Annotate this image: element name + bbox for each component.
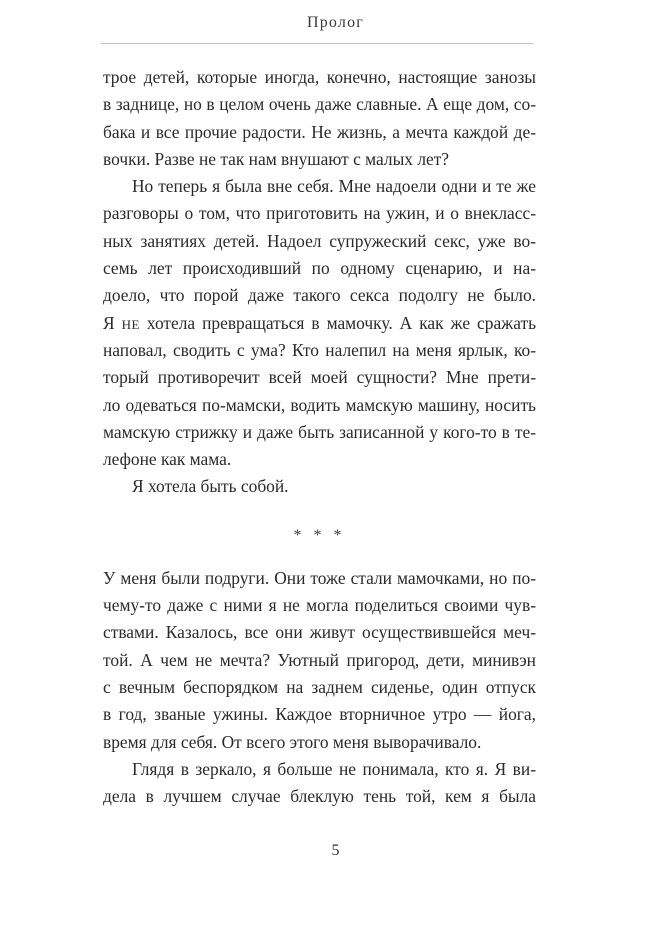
text-line: У меня были подруги. Они тоже стали мамочками, но по-	[103, 567, 536, 588]
text-line: вочки. Разве не так нам внушают с малых лет?	[103, 148, 450, 169]
text-line: разговоры о том, что приготовить на ужин, и о внекласс-	[103, 203, 536, 224]
text-line: Я хотела быть собой.	[132, 476, 289, 497]
text-line: с вечным беспорядком на заднем сиденье, один отпуск	[103, 676, 536, 697]
text-line: бака и все прочие радости. Не жизнь, а мечта каждой де-	[103, 121, 536, 142]
small-caps-emphasis: НЕ	[121, 316, 140, 332]
text-line: время для себя. От всего этого меня выворачивало.	[103, 731, 482, 752]
paragraph-3	[103, 473, 536, 500]
text-line: торый противоречит всей моей сущности? Мне прети-	[103, 367, 536, 388]
text-line: в год, званые ужины. Каждое вторничное утро — йога,	[103, 704, 536, 725]
text-line: трое детей, которые иногда, конечно, настоящие занозы	[103, 67, 536, 87]
text-line: той. А чем не мечта? Уютный пригород, дети, минивэн	[103, 649, 536, 670]
text-line: Но теперь я была вне себя. Мне надоели одни и те же	[132, 176, 536, 197]
text-line: ных занятиях детей. Надоел супружеский секс, уже во-	[103, 230, 536, 251]
text-line: мамскую стрижку и даже быть записанной у кого-то в те-	[103, 421, 536, 442]
text-line: в заднице, но в целом очень даже славные. А еще дом, со-	[103, 94, 536, 115]
text-line: чему-то даже с ними я не могла поделиться своими чув-	[103, 595, 536, 616]
page-number: 5	[331, 842, 340, 859]
text-run: Я	[103, 312, 122, 333]
text-line: ло одеваться по-мамски, водить мамскую машину, носить	[103, 394, 536, 415]
text-line: наповал, сводить с ума? Кто налепил на меня ярлык, ко-	[103, 339, 536, 360]
text-line: доело, что порой даже такого секса подолгу не было.	[103, 285, 536, 306]
paragraph-1	[103, 64, 536, 173]
text-line: Глядя в зеркало, я больше не понимала, кто я. Я ви-	[132, 758, 536, 779]
text-line: семь лет происходивший по одному сценарию, и на-	[103, 258, 536, 279]
running-head-title: Пролог	[306, 14, 365, 31]
text-line: лефоне как мама.	[103, 449, 232, 470]
page-body	[103, 64, 536, 810]
text-line: дела в лучшем случае блеклую тень той, кем я была	[103, 786, 536, 807]
paragraph-4	[103, 565, 536, 756]
paragraph-2	[103, 173, 536, 473]
header-rule	[101, 43, 533, 44]
text-line: ствами. Казалось, все они живут осуществившейся меч-	[103, 622, 536, 643]
text-run: хотела превращаться в мамочку. А как же сражать	[139, 312, 536, 333]
text-line-emphasis	[103, 310, 536, 337]
paragraph-5	[103, 756, 536, 811]
section-break-asterisks: * * *	[293, 526, 346, 544]
